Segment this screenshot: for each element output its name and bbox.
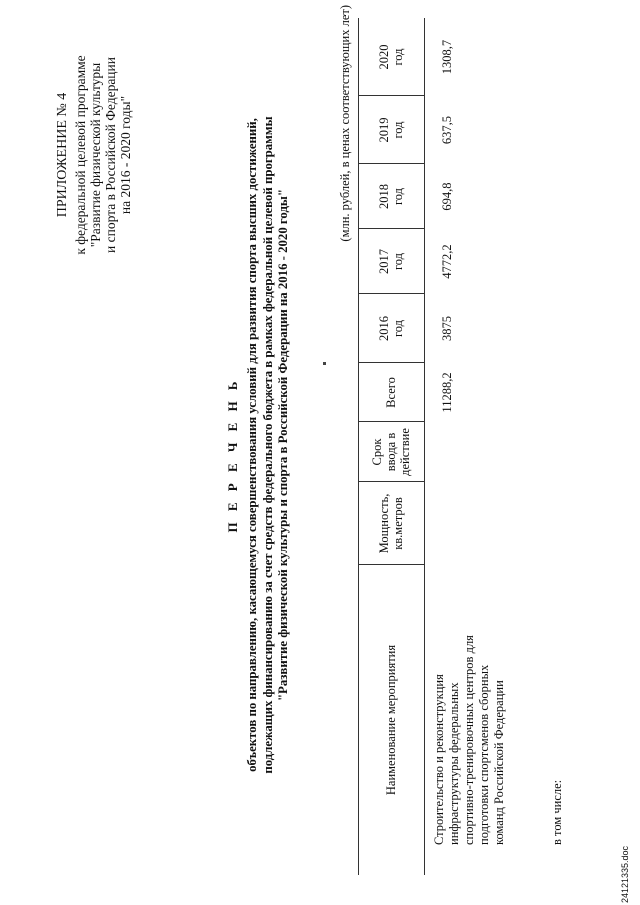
header-capacity-line: Мощность,	[377, 493, 391, 554]
table-border-bottom	[424, 18, 425, 875]
doc-id: 24121335.doc	[620, 845, 630, 903]
appendix-block	[55, 5, 133, 305]
header-year-line: 2020	[377, 44, 391, 70]
including-label: в том числе:	[550, 779, 564, 845]
header-year-2016	[358, 294, 424, 363]
row-2016-value: 3875	[440, 316, 454, 341]
header-year-line: 2016	[377, 316, 391, 341]
row-name-line: спортивно-тренировочных центров для	[462, 635, 476, 845]
row-name-line: команд Российской Федерации	[492, 680, 506, 845]
table-row-name	[432, 575, 507, 845]
document-heading: П Е Р Е Ч Е Н Ь	[225, 377, 240, 533]
header-term-line: действие	[398, 428, 412, 476]
units-note: (млн. рублей, в ценах соответствующих лет)	[338, 5, 352, 242]
header-year-line: год	[391, 187, 405, 206]
subtitle-line: подлежащих финансированию за счет средств федерального бюджета в рамках федеральной целевой программы	[260, 116, 275, 774]
header-year-line: 2018	[377, 184, 391, 209]
header-year-line: год	[391, 48, 405, 66]
document-subtitle	[245, 85, 292, 805]
header-year-2017	[358, 229, 424, 294]
header-capacity-line: кв.метров	[391, 497, 405, 550]
header-total	[358, 363, 424, 422]
header-year-2018	[358, 164, 424, 229]
header-year-line: год	[391, 121, 405, 139]
appendix-line: на 2016 - 2020 годы"	[118, 95, 133, 215]
header-term-line: ввода в	[384, 432, 398, 472]
stray-dot	[323, 362, 326, 365]
appendix-line: к федеральной целевой программе	[73, 55, 88, 255]
header-year-line: год	[391, 319, 405, 338]
row-2018-value: 694,8	[440, 182, 454, 211]
subtitle-line: "Развитие физической культуры и спорта в Российской Федерации на 2016 - 2020 годы"	[276, 188, 290, 702]
header-year-line: год	[391, 252, 405, 271]
header-year-line: 2019	[377, 117, 391, 143]
row-2019-value: 637,5	[440, 115, 454, 145]
subtitle-line: объектов по направлению, касающемуся совершенствования условий для развития спорта высших достижений,	[245, 118, 259, 772]
header-name	[358, 565, 424, 875]
header-year-2020	[358, 18, 424, 96]
header-year-2019	[358, 96, 424, 164]
header-name-label: Наименование мероприятия	[384, 644, 398, 796]
row-total-value: 11288,2	[440, 372, 454, 413]
row-name-line: подготовки спортсменов сборных	[477, 664, 491, 845]
row-name-line: Строительство и реконструкция	[432, 674, 446, 845]
appendix-title: ПРИЛОЖЕНИЕ № 4	[55, 92, 70, 218]
appendix-line: "Развитие физической культуры	[88, 62, 103, 248]
header-year-line: 2017	[377, 249, 391, 274]
row-2017-value: 4772,2	[440, 244, 454, 279]
header-term-line: Срок	[370, 438, 384, 466]
appendix-line: и спорта в Российской Федерации	[103, 57, 118, 253]
row-2020-value: 1308,7	[440, 39, 454, 75]
header-total-label: Всего	[384, 377, 398, 408]
header-capacity	[358, 482, 424, 565]
header-term	[358, 422, 424, 482]
table-header	[358, 18, 424, 875]
row-name-line: инфраструктуры федеральных	[447, 682, 461, 845]
